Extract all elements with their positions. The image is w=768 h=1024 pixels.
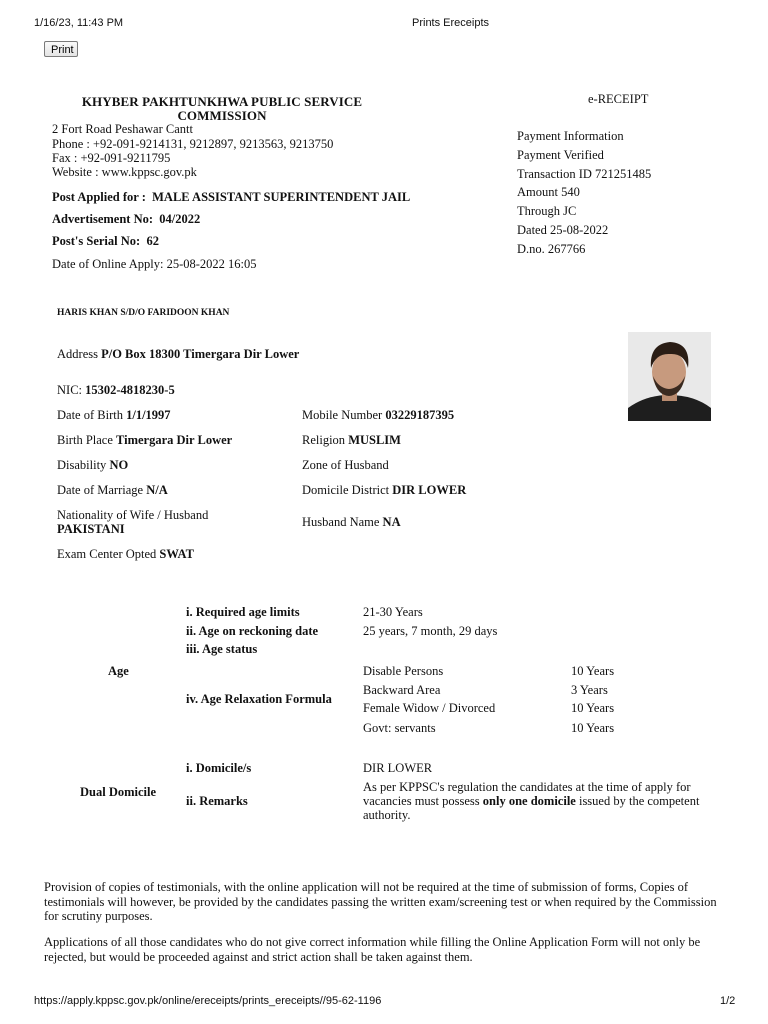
applicant-address — [57, 347, 299, 362]
domiciles-label: i. Domicile/s — [186, 761, 252, 775]
relaxation-years: 10 Years — [571, 664, 615, 678]
domiciles-value: DIR LOWER — [363, 761, 433, 775]
advertisement-label: Advertisement No: — [52, 212, 154, 226]
nationality — [57, 508, 208, 536]
disability-value: NO — [109, 458, 129, 472]
disability-label: Disability — [57, 458, 107, 472]
date-of-birth — [57, 408, 171, 423]
remarks-bold: only one domicile — [482, 794, 576, 808]
relaxation-category: Backward Area — [363, 683, 441, 697]
nationality-value: PAKISTANI — [57, 522, 125, 536]
applicant-photo-image — [628, 332, 711, 421]
dob-value: 1/1/1997 — [126, 408, 171, 422]
post-applied-label: Post Applied for : — [52, 190, 146, 204]
domicile-label: Domicile District — [302, 483, 390, 497]
payment-info-block — [517, 127, 651, 259]
org-name: KHYBER PAKHTUNKHWA PUBLIC SERVICE COMMISSION — [81, 94, 363, 123]
org-fax: Fax : +92-091-9211795 — [52, 151, 171, 165]
post-serial-no — [52, 234, 159, 249]
religion-label: Religion — [302, 433, 346, 447]
religion-value: MUSLIM — [348, 433, 401, 447]
age-relaxation-label: iv. Age Relaxation Formula — [186, 692, 332, 706]
age-status-label: iii. Age status — [186, 642, 258, 656]
birthplace-value: Timergara Dir Lower — [116, 433, 233, 447]
receipt-title: e-RECEIPT — [588, 92, 649, 106]
payment-dno: D.no. 267766 — [517, 241, 586, 256]
print-page-number: 1/2 — [720, 995, 736, 1007]
payment-status: Payment Verified — [517, 147, 604, 162]
testimonials-note: Provision of copies of testimonials, with the online application will not be required at the time of submission of forms, Copies of testimonials will however, be provided by the candidates passing the written exam/screening test or when required by the Commission for scrutiny purposes. — [44, 880, 717, 923]
address-value: P/O Box 18300 Timergara Dir Lower — [101, 347, 300, 361]
remarks-label: ii. Remarks — [186, 794, 248, 808]
husband-label: Husband Name — [302, 515, 380, 529]
marriage-value: N/A — [146, 483, 168, 497]
applicant-photo — [628, 332, 711, 421]
nationality-label: Nationality of Wife / Husband — [57, 508, 209, 522]
relaxation-category: Female Widow / Divorced — [363, 701, 496, 715]
required-age-value: 21-30 Years — [363, 605, 423, 619]
org-website: Website : www.kppsc.gov.pk — [52, 165, 197, 179]
remarks-part2: issued by the competent authority. — [363, 794, 700, 822]
marriage-label: Date of Marriage — [57, 483, 144, 497]
print-url: https://apply.kppsc.gov.pk/online/ereceipts/prints_ereceipts//95-62-1196 — [34, 995, 382, 1007]
relaxation-years: 10 Years — [571, 721, 615, 735]
mobile-number — [302, 408, 454, 423]
mobile-value: 03229187395 — [385, 408, 455, 422]
post-serial-value: 62 — [146, 234, 159, 248]
relaxation-years: 3 Years — [571, 683, 608, 697]
disability — [57, 458, 128, 473]
birth-place — [57, 433, 232, 448]
domicile-value: DIR LOWER — [392, 483, 467, 497]
reckoning-age-value: 25 years, 7 month, 29 days — [363, 624, 498, 638]
required-age-label: i. Required age limits — [186, 605, 300, 619]
payment-amount: Amount 540 — [517, 185, 580, 200]
nic-value: 15302-4818230-5 — [85, 383, 175, 397]
advertisement-value: 04/2022 — [159, 212, 201, 226]
post-applied-value: MALE ASSISTANT SUPERINTENDENT JAIL — [152, 190, 411, 204]
payment-through: Through JC — [517, 204, 577, 219]
reckoning-age-label: ii. Age on reckoning date — [186, 624, 319, 638]
zone-of-husband: Zone of Husband — [302, 458, 389, 472]
print-datetime: 1/16/23, 11:43 PM — [34, 17, 124, 29]
transaction-id: Transaction ID 721251485 — [517, 166, 652, 181]
post-serial-label: Post's Serial No: — [52, 234, 141, 248]
date-of-marriage — [57, 483, 168, 498]
exam-value: SWAT — [159, 547, 194, 561]
birthplace-label: Birth Place — [57, 433, 113, 447]
dual-domicile-label: Dual Domicile — [80, 785, 157, 799]
print-button[interactable]: Print — [44, 41, 78, 57]
nic — [57, 383, 175, 398]
address-label: Address — [57, 347, 98, 361]
remarks-part1: As per KPPSC's regulation the candidates at the time of apply for vacancies must possess — [363, 780, 691, 808]
date-of-online-apply: Date of Online Apply: 25-08-2022 16:05 — [52, 257, 257, 271]
print-page-title: Prints Ereceipts — [412, 17, 490, 29]
nic-label: NIC: — [57, 383, 82, 397]
dob-label: Date of Birth — [57, 408, 123, 422]
husband-value: NA — [382, 515, 401, 529]
age-section-label: Age — [108, 664, 129, 678]
relaxation-category: Govt: servants — [363, 721, 436, 735]
mobile-label: Mobile Number — [302, 408, 383, 422]
exam-center — [57, 547, 194, 562]
advertisement-no — [52, 212, 200, 227]
exam-label: Exam Center Opted — [57, 547, 157, 561]
religion — [302, 433, 401, 448]
remarks-text — [363, 780, 723, 822]
relaxation-years: 10 Years — [571, 701, 615, 715]
payment-dated: Dated 25-08-2022 — [517, 222, 609, 237]
husband-name — [302, 515, 401, 530]
post-applied — [52, 190, 410, 205]
domicile-district — [302, 483, 466, 498]
org-phone: Phone : +92-091-9214131, 9212897, 9213563, 9213750 — [52, 137, 334, 151]
payment-info-label: Payment Information — [517, 129, 624, 143]
applicant-name: HARIS KHAN S/D/O FARIDOON KHAN — [57, 308, 230, 318]
correct-info-note: Applications of all those candidates who do not give correct information while filling the Online Application Form will not only be rejected, but would be proceeded against and strict action shall be taken against them. — [44, 935, 701, 964]
org-address: 2 Fort Road Peshawar Cantt — [52, 122, 193, 136]
relaxation-category: Disable Persons — [363, 664, 444, 678]
